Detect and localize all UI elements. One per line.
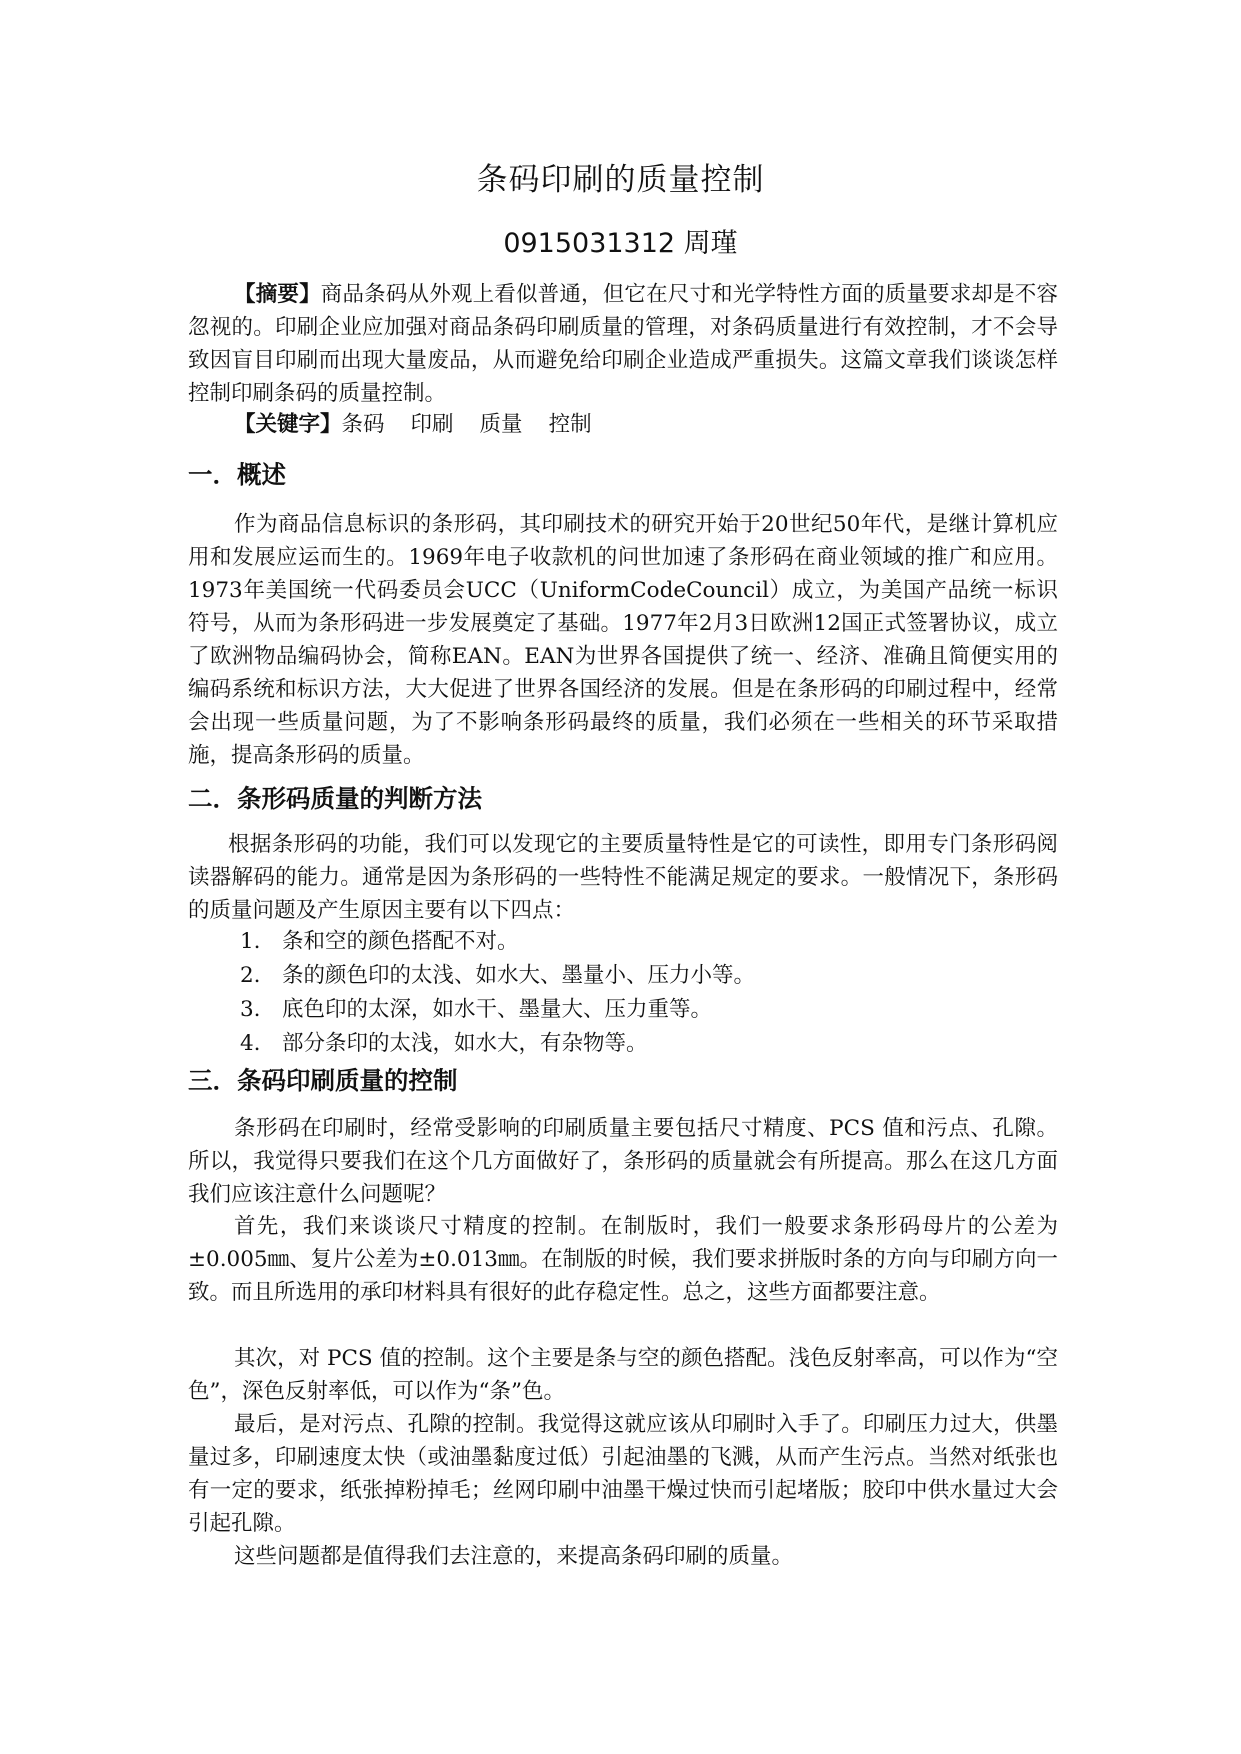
section-1-paragraph: 作为商品信息标识的条形码，其印刷技术的研究开始于20世纪50年代，是继计算机应用和发展应运而生的。1969年电子收款机的问世加速了条形码在商业领域的推广和应用。1973年美国统一代码委员会UCC（UniformCodeCouncil）成立，为美国产品统一标识符号，从而为条形码进一步发展奠定了基础。1977年2月3日欧洲12国正式签署协议，成立了欧洲物品编码协会，简称EAN。EAN为世界各国提供了统一、经济、准确且简便实用的编码系统和标识方法，大大促进了世界各国经济的发展。但是在条形码的印刷过程中，经常会出现一些质量问题，为了不影响条形码最终的质量，我们必须在一些相关的环节采取措施，提高条形码的质量。 (188, 512, 1058, 768)
keywords-label: 【关键字】 (234, 412, 342, 437)
document-title: 条码印刷的质量控制 (476, 162, 765, 198)
abstract-label: 【摘要】 (234, 282, 321, 307)
keyword: 质量 (479, 412, 523, 437)
section-3-paragraph-5: 这些问题都是值得我们去注意的，来提高条码印刷的质量。 (234, 1544, 794, 1569)
keyword: 印刷 (410, 412, 454, 437)
keyword: 控制 (548, 412, 592, 437)
quality-issue-list (240, 925, 1040, 1061)
section-3-paragraph-3: 其次，对 PCS 值的控制。这个主要是条与空的颜色搭配。浅色反射率高，可以作为“空色”，深色反射率低，可以作为“条”色。 (188, 1346, 1058, 1404)
section-2-heading: 二．条形码质量的判断方法 (188, 784, 482, 813)
section-3-heading: 三．条码印刷质量的控制 (188, 1066, 458, 1095)
section-3-paragraph-2: 首先，我们来谈谈尺寸精度的控制。在制版时，我们一般要求条形码母片的公差为±0.005㎜、复片公差为±0.013㎜。在制版的时候，我们要求拼版时条的方向与印刷方向一致。而且所选用的承印材料具有很好的此存稳定性。总之，这些方面都要注意。 (188, 1214, 1058, 1305)
list-item: 2. 条的颜色印的太浅、如水大、墨量小、压力小等。 (240, 963, 756, 988)
abstract-paragraph (188, 278, 1058, 410)
section-1-heading: 一．概述 (188, 460, 286, 489)
list-item: 1. 条和空的颜色搭配不对。 (240, 929, 519, 954)
keyword: 条码 (341, 412, 385, 437)
keywords-line (188, 408, 1058, 441)
section-3-paragraph-4: 最后，是对污点、孔隙的控制。我觉得这就应该从印刷时入手了。印刷压力过大，供墨量过多，印刷速度太快（或油墨黏度过低）引起油墨的飞溅，从而产生污点。当然对纸张也有一定的要求，纸张掉粉掉毛；丝网印刷中油墨干燥过快而引起堵版；胶印中供水量过大会引起孔隙。 (188, 1412, 1058, 1536)
section-2-paragraph: 根据条形码的功能，我们可以发现它的主要质量特性是它的可读性，即用专门条形码阅读器解码的能力。通常是因为条形码的一些特性不能满足规定的要求。一般情况下，条形码的质量问题及产生原因主要有以下四点： (188, 832, 1058, 923)
author-line: 0915031312 周瑾 (503, 228, 738, 259)
list-item: 3. 底色印的太深，如水干、墨量大、压力重等。 (240, 997, 713, 1022)
abstract-text: 商品条码从外观上看似普通，但它在尺寸和光学特性方面的质量要求却是不容忽视的。印刷企业应加强对商品条码印刷质量的管理，对条码质量进行有效控制，才不会导致因盲目印刷而出现大量废品，从而避免给印刷企业造成严重损失。这篇文章我们谈谈怎样控制印刷条码的质量控制。 (188, 282, 1058, 406)
section-3-paragraph-1: 条形码在印刷时，经常受影响的印刷质量主要包括尺寸精度、PCS 值和污点、孔隙。所以，我觉得只要我们在这个几方面做好了，条形码的质量就会有所提高。那么在这几方面我们应该注意什么问题呢？ (188, 1116, 1058, 1207)
list-item: 4. 部分条印的太浅，如水大，有杂物等。 (240, 1031, 648, 1056)
